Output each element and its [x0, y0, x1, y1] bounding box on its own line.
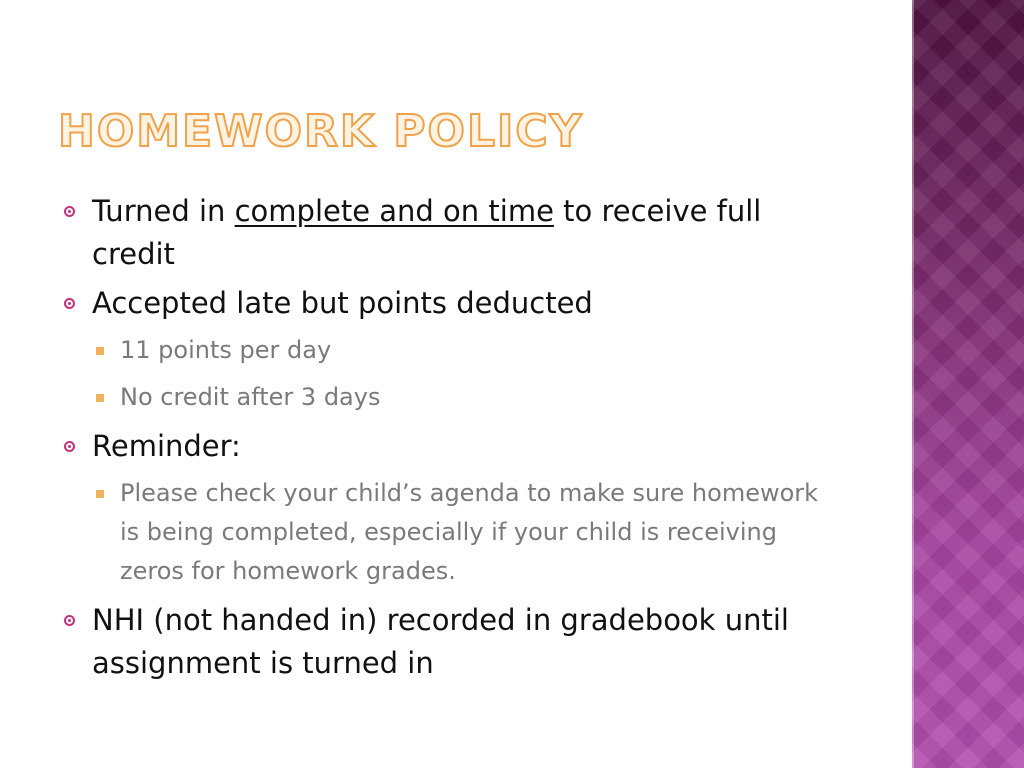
- square-bullet-icon: [92, 474, 120, 513]
- sub-item-check-agenda: [62, 474, 842, 591]
- circle-bullet-icon: [62, 599, 92, 642]
- bullet-text-underlined: complete and on time: [234, 194, 554, 228]
- sub-item-text: Please check your child’s agenda to make sure homework is being completed, especially if your child is receiving zeros for homework grades.: [120, 479, 819, 585]
- square-bullet-icon: [92, 378, 120, 417]
- circle-bullet-icon: [62, 425, 92, 468]
- bullet-text-after: to receive full credit: [92, 194, 762, 271]
- bullet-item-nhi: [62, 599, 842, 685]
- sub-item-text: 11 points per day: [120, 336, 332, 364]
- bullet-item-late: [62, 282, 842, 325]
- bullet-text-before: Turned in: [92, 194, 235, 228]
- bullet-text: [92, 190, 842, 276]
- bullet-text: Reminder:: [92, 429, 241, 463]
- side-band-edge: [912, 0, 914, 768]
- circle-bullet-icon: [62, 282, 92, 325]
- bullet-item-reminder: [62, 425, 842, 468]
- sub-item-no-credit: [62, 378, 842, 417]
- bullet-text: Accepted late but points deducted: [92, 286, 593, 320]
- bullet-list: [62, 190, 842, 691]
- decorative-side-band: [912, 0, 1024, 768]
- bullet-item-full-credit: [62, 190, 842, 276]
- square-bullet-icon: [92, 331, 120, 370]
- circle-bullet-icon: [62, 190, 92, 233]
- reminder-sublist: [62, 474, 842, 591]
- sub-item-points-per-day: [62, 331, 842, 370]
- bullet-text: NHI (not handed in) recorded in gradebook until assignment is turned in: [92, 603, 789, 680]
- slide-title: HOMEWORK POLICY: [58, 106, 584, 157]
- late-sublist: [62, 331, 842, 417]
- sub-item-text: No credit after 3 days: [120, 383, 381, 411]
